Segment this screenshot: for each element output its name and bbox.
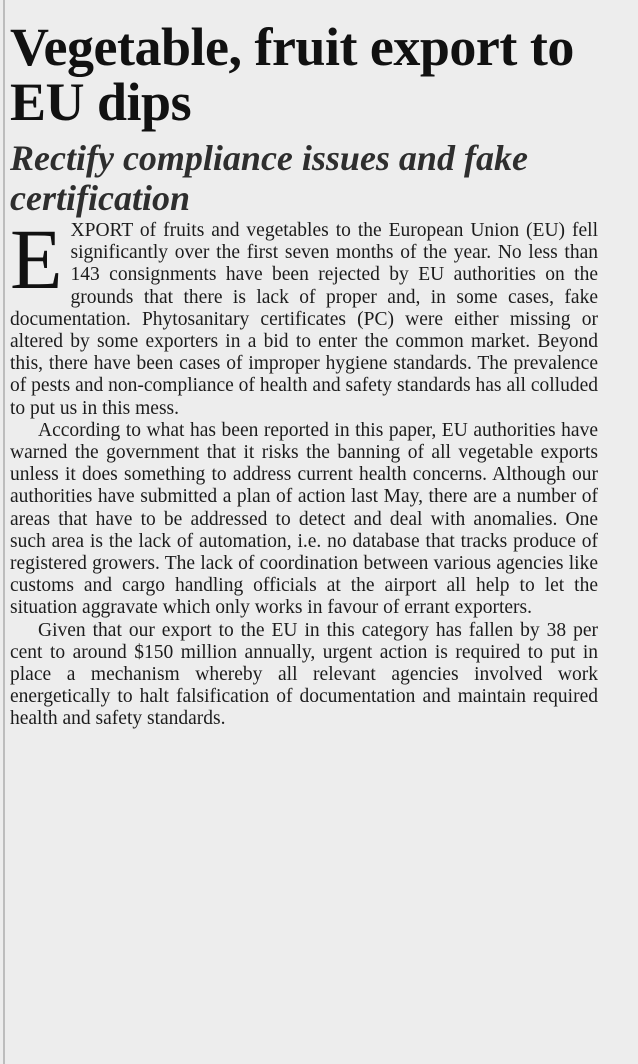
article-headline: Vegetable, fruit export to EU dips <box>10 17 574 132</box>
paragraph-3: Given that our export to the EU in this category has fallen by 38 per cent to around $150 million annually, urgent action is required to put in place a mechanism whereby all relevant agencies involved work energetically to halt falsification of documentation and maintain required health and safety standards. <box>10 619 598 730</box>
article-subheadline: Rectify compliance issues and fake certification <box>10 138 528 218</box>
column-rule <box>3 0 5 1064</box>
drop-cap: E <box>10 211 63 307</box>
article-body <box>10 211 598 731</box>
paragraph-1-text: XPORT of fruits and vegetables to the European Union (EU) fell significantly over the first seven months of the year. No less than 143 consignments have been rejected by EU authorities on the grounds that there is lack of proper and, in some cases, fake documentation. Phytosanitary certificates (PC) were either missing or altered by some exporters in a bid to enter the common market. Beyond this, there have been cases of improper hygiene standards. The prevalence of pests and non-compliance of health and safety standards has all colluded to put us in this mess. <box>10 220 598 419</box>
paragraph-2: According to what has been reported in this paper, EU authorities have warned the government that it risks the banning of all vegetable exports unless it does something to address current health concerns. Although our authorities have submitted a plan of action last May, there are a number of areas that have to be addressed to detect and deal with anomalies. One such area is the lack of automation, i.e. no database that tracks produce of registered growers. The lack of coordination between various agencies like customs and cargo handling officials at the airport all help to let the situation aggravate which only works in favour of errant exporters. <box>10 419 598 619</box>
paragraph-1 <box>10 211 598 420</box>
